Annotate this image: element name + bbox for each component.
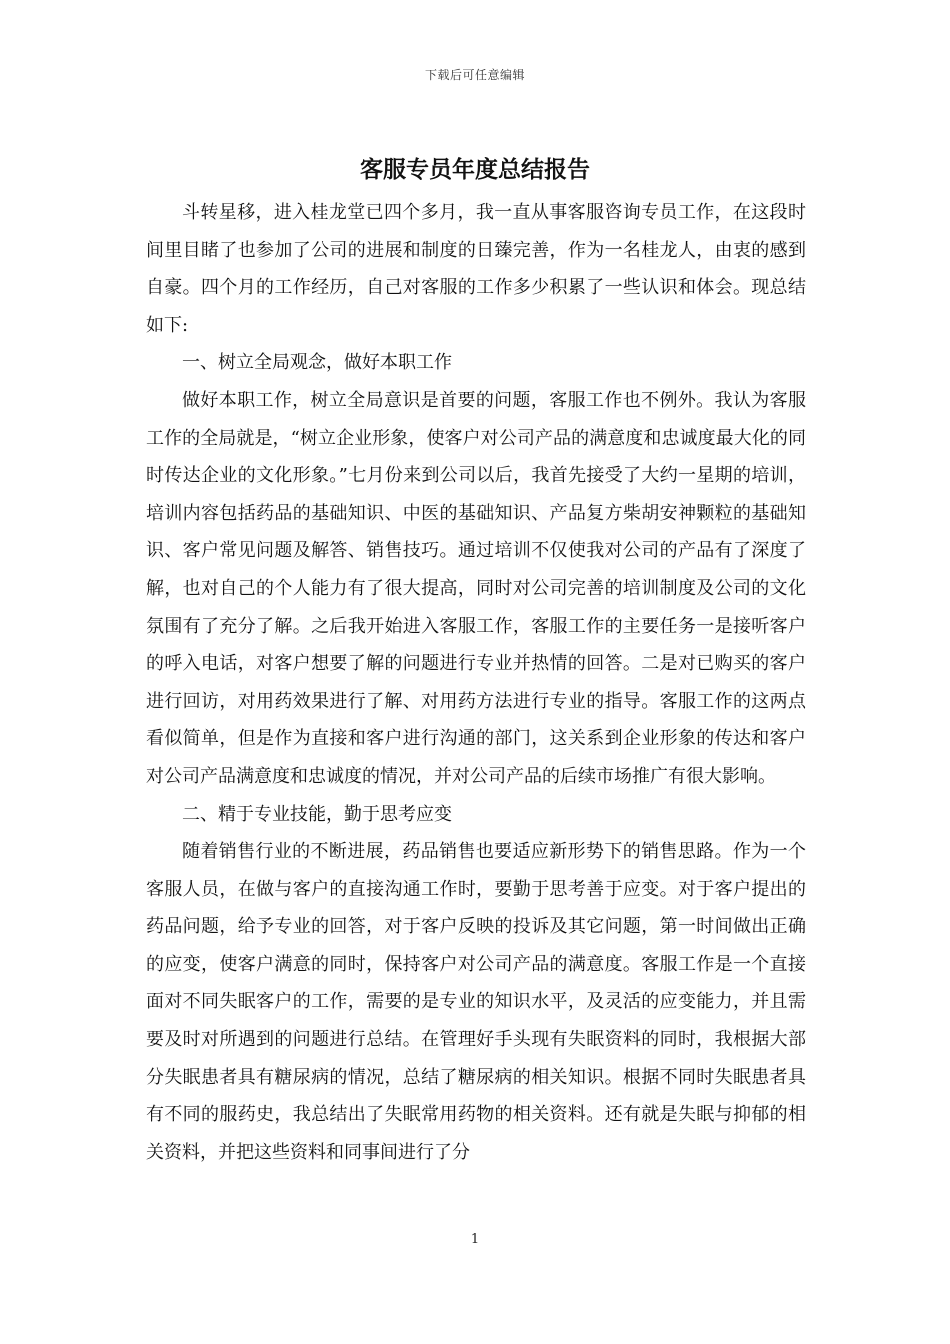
section-heading-2: 二、精于专业技能，勤于思考应变 — [182, 803, 452, 825]
page-number: 1 — [470, 1232, 480, 1247]
page-header-note: 下载后可任意编辑 — [424, 68, 525, 82]
intro-paragraph: 斗转星移，进入桂龙堂已四个多月，我一直从事客服咨询专员工作，在这段时间里目睹了也参加了公司的进展和制度的日臻完善，作为一名桂龙人，由衷的感到自豪。四个月的工作经历，自己对客服的工作多少积累了一些认识和体会。现总结如下: — [146, 202, 806, 336]
document-body — [146, 194, 806, 1171]
section-heading-1: 一、树立全局观念，做好本职工作 — [182, 352, 452, 374]
document-title: 客服专员年度总结报告 — [360, 157, 590, 183]
section-2-paragraph: 随着销售行业的不断进展，药品销售也要适应新形势下的销售思路。作为一个客服人员，在做与客户的直接沟通工作时，要勤于思考善于应变。对于客户提出的药品问题，给予专业的回答，对于客户反映的投诉及其它问题，第一时间做出正确的应变，使客户满意的同时，保持客户对公司产品的满意度。客服工作是一个直接面对不同失眠客户的工作，需要的是专业的知识水平，及灵活的应变能力，并且需要及时对所遇到的问题进行总结。在管理好手头现有失眠资料的同时，我根据大部分失眠患者具有糖尿病的情况，总结了糖尿病的相关知识。根据不同时失眠患者具有不同的服药史，我总结出了失眠常用药物的相关资料。还有就是失眠与抑郁的相关资料，并把这些资料和同事间进行了分 — [146, 841, 806, 1163]
section-1-paragraph: 做好本职工作，树立全局意识是首要的问题，客服工作也不例外。我认为客服工作的全局就是，“树立企业形象，使客户对公司产品的满意度和忠诚度最大化的同时传达企业的文化形象。”七月份来到公司以后，我首先接受了大约一星期的培训，培训内容包括药品的基础知识、中医的基础知识、产品复方柴胡安神颗粒的基础知识、客户常见问题及解答、销售技巧。通过培训不仅使我对公司的产品有了深度了解，也对自己的个人能力有了很大提高，同时对公司完善的培训制度及公司的文化氛围有了充分了解。之后我开始进入客服工作，客服工作的主要任务一是接听客户的呼入电话，对客户想要了解的问题进行专业并热情的回答。二是对已购买的客户进行回访，对用药效果进行了解、对用药方法进行专业的指导。客服工作的这两点看似简单，但是作为直接和客户进行沟通的部门，这关系到企业形象的传达和客户对公司产品满意度和忠诚度的情况，并对公司产品的后续市场推广有很大影响。 — [146, 389, 806, 787]
